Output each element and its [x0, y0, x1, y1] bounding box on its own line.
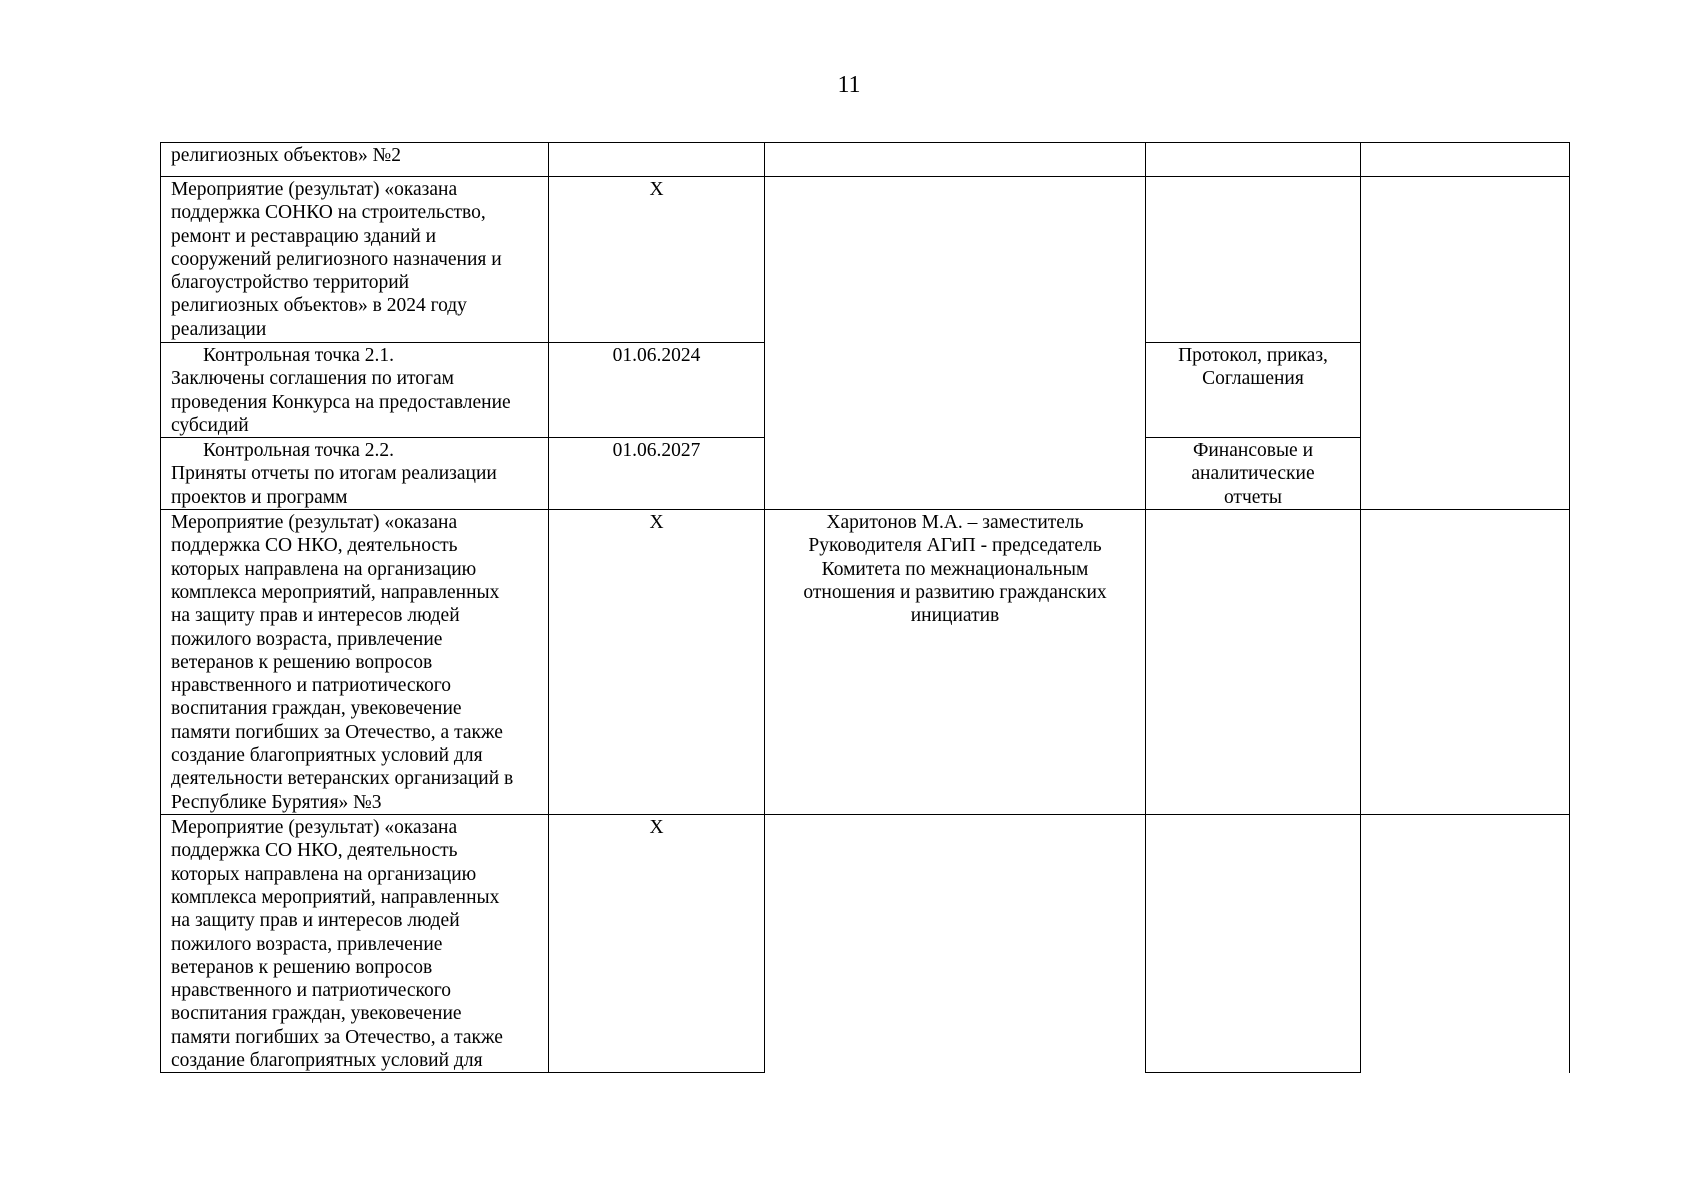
page-number: 11: [837, 72, 861, 98]
table-row: [161, 510, 1570, 815]
extra-cell: [1361, 510, 1570, 815]
responsible-cell: [765, 143, 1146, 177]
document-cell: Финансовые и аналитические отчеты: [1146, 438, 1361, 510]
document-cell: [1146, 143, 1361, 177]
activity-cell: Мероприятие (результат) «оказана поддержка СОНКО на строительство, ремонт и реставрацию зданий и сооружений религиозного назначения и благоустройство территорий религиозных объектов» в 2024 году реализации: [161, 177, 549, 343]
deadline-cell: Х: [549, 815, 765, 1073]
deadline-cell: 01.06.2024: [549, 343, 765, 438]
activity-cell: религиозных объектов» №2: [161, 143, 549, 177]
document-cell: Протокол, приказ, Соглашения: [1146, 343, 1361, 438]
deadline-cell: 01.06.2027: [549, 438, 765, 510]
table-row: [161, 177, 1570, 343]
activity-cell: Мероприятие (результат) «оказана поддержка СО НКО, деятельность которых направлена на организацию комплекса мероприятий, направленных на защиту прав и интересов людей пожилого возраста, привлечение ветеранов к решению вопросов нравственного и патриотического воспитания граждан, увековечение памяти погибших за Отечество, а также создание благоприятных условий для деятельности ветеранских организаций в Республике Бурятия» №3: [161, 510, 549, 815]
extra-cell: [1361, 143, 1570, 177]
responsible-cell: [765, 177, 1146, 510]
table-row: [161, 815, 1570, 1073]
document-cell: [1146, 510, 1361, 815]
extra-cell: [1361, 177, 1570, 510]
extra-cell: [1361, 815, 1570, 1073]
responsible-cell: [765, 815, 1146, 1073]
control-point-cell: Контрольная точка 2.2. Приняты отчеты по итогам реализации проектов и программ: [161, 438, 549, 510]
deadline-cell: [549, 143, 765, 177]
document-cell: [1146, 815, 1361, 1073]
document-cell: [1146, 177, 1361, 343]
activities-table: [160, 142, 1570, 1073]
deadline-cell: Х: [549, 510, 765, 815]
activity-cell: Мероприятие (результат) «оказана поддержка СО НКО, деятельность которых направлена на организацию комплекса мероприятий, направленных на защиту прав и интересов людей пожилого возраста, привлечение ветеранов к решению вопросов нравственного и патриотического воспитания граждан, увековечение памяти погибших за Отечество, а также создание благоприятных условий для: [161, 815, 549, 1073]
responsible-cell: Харитонов М.А. – заместитель Руководителя АГиП - председатель Комитета по межнациональным отношения и развитию гражданских инициатив: [765, 510, 1146, 815]
deadline-cell: Х: [549, 177, 765, 343]
control-point-cell: Контрольная точка 2.1. Заключены соглашения по итогам проведения Конкурса на предоставление субсидий: [161, 343, 549, 438]
table-row: [161, 143, 1570, 177]
